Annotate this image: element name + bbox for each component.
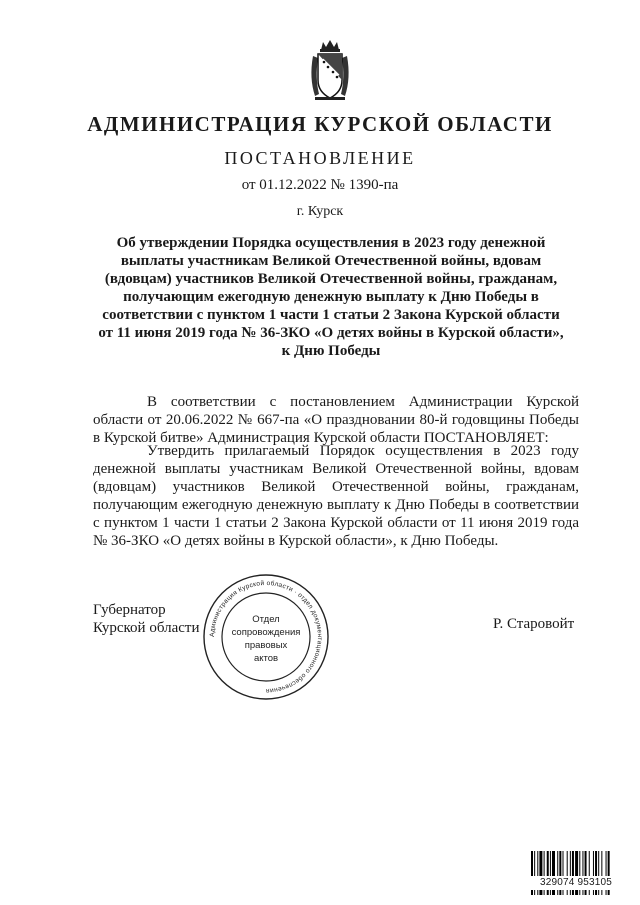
title-line: от 11 июня 2019 года № 36-ЗКО «О детях войны в Курской области», [98,325,564,341]
body-paragraph-1: В соответствии с постановлением Администрации Курской области от 20.06.2022 № 667-па «О праздновании 80-й годовщины Победы в Курской битве» Администрация Курской области ПОСТАНОВЛЯЕТ: [93,394,579,446]
stamp-line: правовых [244,640,288,651]
document-date-number: от 01.12.2022 № 1390-па [241,177,399,193]
signature-position-line1: Губернатор [93,602,166,618]
organization-name: АДМИНИСТРАЦИЯ КУРСКОЙ ОБЛАСТИ [87,112,553,136]
kursk-coat-of-arms-icon [309,38,351,102]
document-city: г. Курск [296,204,344,219]
stamp-line: актов [253,653,279,664]
signature-position [93,601,199,637]
body-paragraph-2: Утвердить прилагаемый Порядок осуществления в 2023 году денежной выплаты участникам Великой Отечественной войны, вдовам (вдовцам) участников Великой Отечественной войны, гражданам, получающим ежегодную денежную выплату к Дню Победы в соответствии с пунктом 1 части 1 статьи 2 Закона Курской области от 11 июня 2019 года № 36-ЗКО «О детях войны в Курской области», к Дню Победы. [93,443,579,549]
title-line: к Дню Победы [281,343,381,359]
barcode-number: 329074 953105 [529,876,623,890]
stamp-line: сопровождения [231,627,301,638]
title-line: получающим ежегодную денежную выплату к Дню Победы в [123,289,539,305]
signatory-name: Р. Старовойт [493,616,575,632]
stamp-ring-text: Администрация Курской области · отдел документационного обеспечения [208,579,324,695]
stamp-line: Отдел [252,614,280,625]
document-type: ПОСТАНОВЛЕНИЕ [224,148,416,168]
title-line: Об утверждении Порядка осуществления в 2023 году денежной [116,235,546,251]
title-line: выплаты участникам Великой Отечественной войны, вдовам [120,253,542,269]
title-line: соответствии с пунктом 1 части 1 статьи 2 Закона Курской области [102,307,560,323]
round-stamp-icon [201,572,331,702]
document-title [90,234,572,360]
signature-position-line2: Курской области [93,620,200,636]
title-line: (вдовцам) участников Великой Отечественной войны, гражданам, [104,271,558,287]
